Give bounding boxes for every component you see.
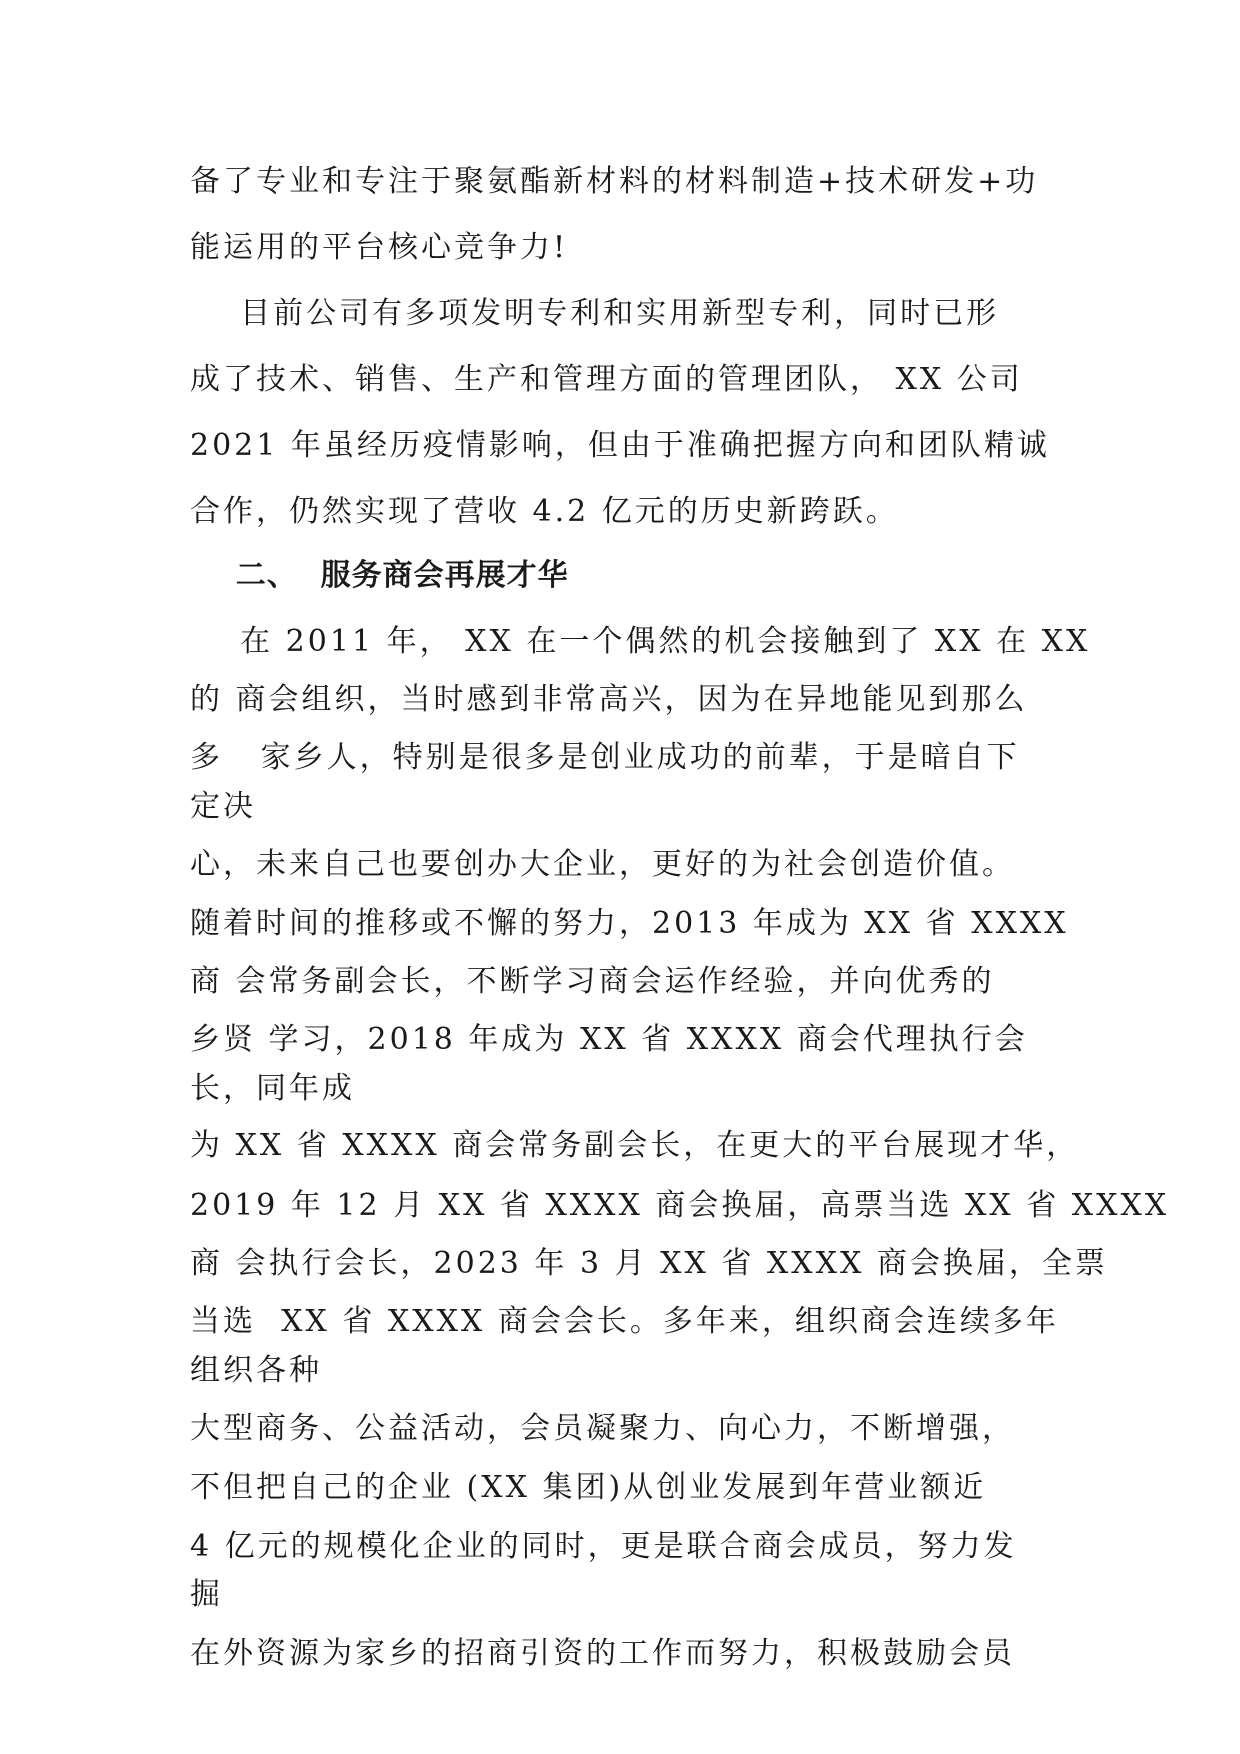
body-text-line: 心，未来自己也要创办大企业，更好的为社会创造价值。 (190, 847, 1015, 882)
section-heading: 二、 服务商会再展才华 (190, 558, 569, 593)
body-text-line: 组织各种 (190, 1353, 322, 1388)
body-text-line: 多 家乡人，特别是很多是创业成功的前辈，于是暗自下 (190, 740, 1020, 775)
body-text-line: 掘 (190, 1577, 223, 1612)
body-text-line: 定决 (190, 789, 256, 824)
body-text-line: 在外资源为家乡的招商引资的工作而努力，积极鼓励会员 (190, 1636, 1015, 1671)
body-text-line: 2019 年 12 月 XX 省 XXXX 商会换届，高票当选 XX 省 XXXX (190, 1188, 1170, 1223)
body-text-line: 的 商会组织，当时感到非常高兴，因为在异地能见到那么 (190, 682, 1028, 717)
body-text-line: 为 XX 省 XXXX 商会常务副会长，在更大的平台展现才华， (190, 1128, 1080, 1163)
body-text-line: 商 会执行会长，2023 年 3 月 XX 省 XXXX 商会换届，全票 (190, 1246, 1108, 1281)
body-text-line: 当选 XX 省 XXXX 商会会长。多年来，组织商会连续多年 (190, 1304, 1059, 1339)
body-text-line: 能运用的平台核心竞争力! (190, 230, 569, 265)
body-text-line: 合作，仍然实现了营收 4.2 亿元的历史新跨跃。 (190, 494, 899, 529)
body-text-line: 大型商务、公益活动，会员凝聚力、向心力，不断增强， (190, 1411, 1015, 1446)
body-text-line: 4 亿元的规模化企业的同时，更是联合商会成员，努力发 (190, 1529, 1017, 1564)
body-text-line: 目前公司有多项发明专利和实用新型专利，同时已形 (190, 296, 1000, 331)
body-text-line: 不但把自己的企业 (XX 集团)从创业发展到年营业额近 (190, 1470, 987, 1505)
body-text-line: 在 2011 年， XX 在一个偶然的机会接触到了 XX 在 XX (190, 624, 1091, 659)
body-text-line: 商 会常务副会长，不断学习商会运作经验，并向优秀的 (190, 964, 995, 999)
body-text-line: 长，同年成 (190, 1071, 355, 1106)
body-text-line: 乡贤 学习，2018 年成为 XX 省 XXXX 商会代理执行会 (190, 1022, 1028, 1057)
body-text-line: 成了技术、销售、生产和管理方面的管理团队， XX 公司 (190, 362, 1023, 397)
body-text-line: 备了专业和专注于聚氨酯新材料的材料制造+技术研发+功 (190, 164, 1039, 199)
body-text-line: 2021 年虽经历疫情影响，但由于准确把握方向和团队精诚 (190, 428, 1050, 463)
body-text-line: 随着时间的推移或不懈的努力，2013 年成为 XX 省 XXXX (190, 906, 1069, 941)
